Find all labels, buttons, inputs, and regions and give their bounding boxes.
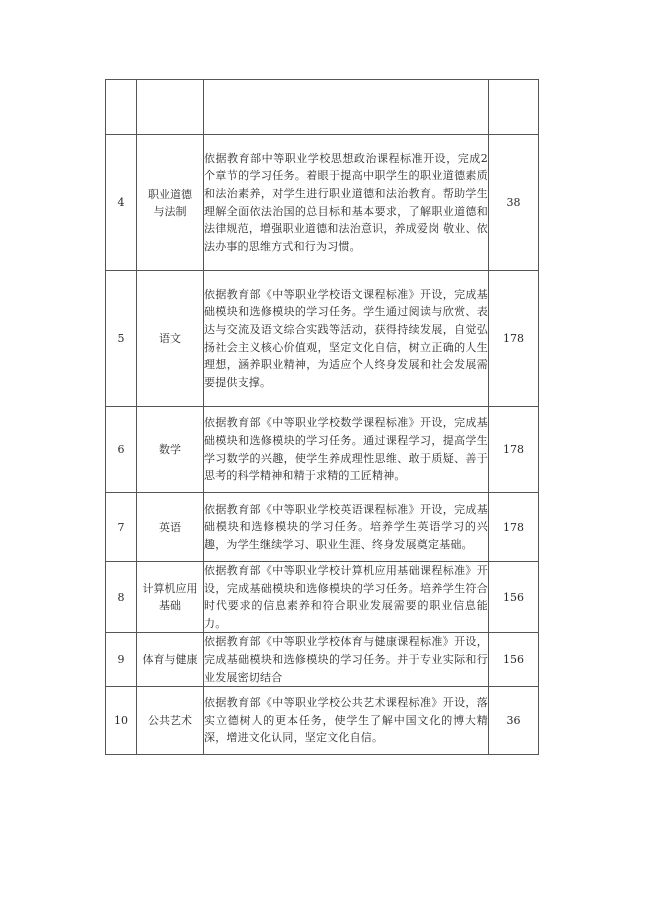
table-row — [106, 493, 539, 562]
course-hours: 178 — [489, 271, 539, 407]
course-description: 依据教育部《中等职业学校计算机应用基础课程标准》开设，完成基础模块和选修模块的学习任务。培养学生符合时代要求的信息素养和符合职业发展需要的职业信息能力。 — [204, 562, 489, 633]
course-number: 6 — [106, 407, 137, 493]
table-row — [106, 687, 539, 755]
table-row — [106, 271, 539, 407]
course-description — [204, 80, 489, 135]
course-name: 公共艺术 — [137, 687, 204, 755]
course-name-text: 职业道德与法制 — [148, 187, 192, 218]
table-row — [106, 562, 539, 633]
course-hours: 178 — [489, 493, 539, 562]
course-hours: 156 — [489, 633, 539, 687]
table-row — [106, 135, 539, 271]
course-description: 依据教育部《中等职业学校数学课程标准》开设，完成基础模块和选修模块的学习任务。通过课程学习，提高学生学习数学的兴趣，使学生养成理性思维、敢于质疑、善于思考的科学精神和精于求精的工匠精神。 — [204, 407, 489, 493]
course-number — [106, 80, 137, 135]
course-description: 依据教育部《中等职业学校体育与健康课程标准》开设，完成基础模块和选修模块的学习任务。并于专业实际和行业发展密切结合 — [204, 633, 489, 687]
course-number: 9 — [106, 633, 137, 687]
course-number: 5 — [106, 271, 137, 407]
course-hours: 38 — [489, 135, 539, 271]
course-name — [137, 135, 204, 271]
course-name: 数学 — [137, 407, 204, 493]
table-row — [106, 633, 539, 687]
course-description: 依据教育部中等职业学校思想政治课程标准开设，完成2个章节的学习任务。着眼于提高中职学生的职业道德素质和法治素养，对学生进行职业道德和法治教育。帮助学生理解全面依法治国的总目标和基本要求，了解职业道德和法律规范，增强职业道德和法治意识，养成爱岗 敬业、依法办事的思维方式和行为习惯。 — [204, 135, 489, 271]
table-row — [106, 80, 539, 135]
course-number: 8 — [106, 562, 137, 633]
course-name — [137, 80, 204, 135]
course-description: 依据教育部《中等职业学校英语课程标准》开设，完成基础模块和选修模块的学习任务。培养学生英语学习的兴趣，为学生继续学习、职业生涯、终身发展奠定基础。 — [204, 493, 489, 562]
course-description: 依据教育部《中等职业学校语文课程标准》开设，完成基础模块和选修模块的学习任务。学生通过阅读与欣赏、表达与交流及语文综合实践等活动，获得持续发展，自觉弘扬社会主义核心价值观，坚定文化自信，树立正确的人生理想，涵养职业精神，为适应个人终身发展和社会发展需要提供支撑。 — [204, 271, 489, 407]
course-number: 4 — [106, 135, 137, 271]
course-description: 依据教育部《中等职业学校公共艺术课程标准》开设，落实立德树人的更本任务，使学生了解中国文化的博大精深，增进文化认同，坚定文化自信。 — [204, 687, 489, 755]
course-name: 语文 — [137, 271, 204, 407]
course-number: 7 — [106, 493, 137, 562]
course-name — [137, 562, 204, 633]
table-row — [106, 407, 539, 493]
course-table — [105, 79, 539, 755]
course-name-text: 体育与健康 — [142, 653, 198, 667]
course-name — [137, 633, 204, 687]
course-table-body — [106, 80, 539, 755]
course-hours: 36 — [489, 687, 539, 755]
course-name-text: 计算机应用基础 — [142, 582, 198, 613]
course-name: 英语 — [137, 493, 204, 562]
course-hours: 178 — [489, 407, 539, 493]
course-hours — [489, 80, 539, 135]
course-number: 10 — [106, 687, 137, 755]
course-hours: 156 — [489, 562, 539, 633]
